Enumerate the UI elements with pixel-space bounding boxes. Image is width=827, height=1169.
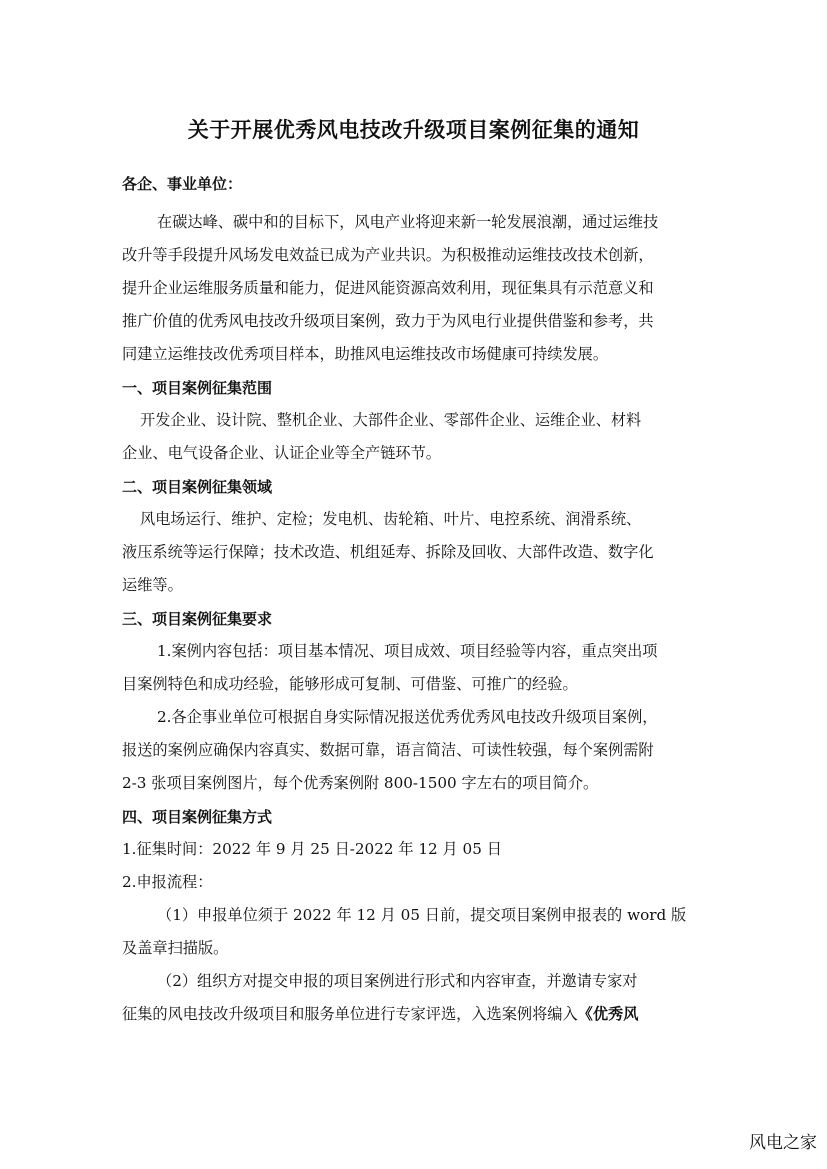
section-line: 企业、电气设备企业、认证企业等全产链环节。 [122, 444, 441, 462]
section-line: 及盖章扫描版。 [122, 939, 229, 957]
section-heading: 一、项目案例征集范围 [122, 379, 273, 397]
section-line: 液压系统等运行保障；技术改造、机组延寿、拆除及回收、大部件改造、数字化 [122, 543, 654, 561]
section-line: 2-3 张项目案例图片，每个优秀案例附 800-1500 字左右的项目简介。 [122, 774, 599, 792]
section-line: 1.案例内容包括：项目基本情况、项目成效、项目经验等内容，重点突出项 [157, 642, 658, 660]
document-title: 关于开展优秀风电技改升级项目案例征集的通知 [187, 118, 640, 142]
watermark: 风电之家 [749, 1133, 817, 1153]
section-line: （1）申报单位须于 2022 年 12 月 05 日前，提交项目案例申报表的 word 版 [157, 906, 687, 924]
intro-line: 在碳达峰、碳中和的目标下，风电产业将迎来新一轮发展浪潮，通过运维技 [157, 213, 659, 231]
section-line: 1.征集时间：2022 年 9 月 25 日-2022 年 12 月 05 日 [122, 840, 502, 858]
intro-line: 推广价值的优秀风电技改升级项目案例，致力于为风电行业提供借鉴和参考，共 [122, 312, 654, 330]
section-line: 开发企业、设计院、整机企业、大部件企业、零部件企业、运维企业、材料 [140, 411, 642, 429]
section-line: 目案例特色和成功经验，能够形成可复制、可借鉴、可推广的经验。 [122, 675, 578, 693]
section-line: 风电场运行、维护、定检；发电机、齿轮箱、叶片、电控系统、润滑系统、 [140, 510, 642, 528]
section-line: 2.各企事业单位可根据自身实际情况报送优秀优秀风电技改升级项目案例， [157, 708, 658, 726]
section-heading: 三、项目案例征集要求 [122, 610, 273, 628]
bold-tail: 《优秀风 [577, 1005, 639, 1023]
section-line: 2.申报流程： [122, 873, 213, 891]
section-heading: 四、项目案例征集方式 [122, 808, 273, 826]
intro-line: 改升等手段提升风场发电效益已成为产业共识。为积极推动运维技改技术创新， [122, 246, 654, 264]
section-line: 报送的案例应确保内容真实、数据可靠，语言简洁、可读性较强，每个案例需附 [122, 741, 654, 759]
salutation: 各企、事业单位： [122, 175, 243, 193]
intro-line: 提升企业运维服务质量和能力，促进风能资源高效利用，现征集具有示范意义和 [122, 279, 654, 297]
intro-line: 同建立运维技改优秀项目样本，助推风电运维技改市场健康可持续发展。 [122, 345, 608, 363]
section-heading: 二、项目案例征集领域 [122, 478, 273, 496]
section-line [122, 1004, 722, 1024]
section-line: （2）组织方对提交申报的项目案例进行形式和内容审查，并邀请专家对 [157, 972, 638, 990]
section-line: 运维等。 [122, 576, 183, 594]
section-line-text: 征集的风电技改升级项目和服务单位进行专家评选，入选案例将编入 [122, 1005, 578, 1023]
